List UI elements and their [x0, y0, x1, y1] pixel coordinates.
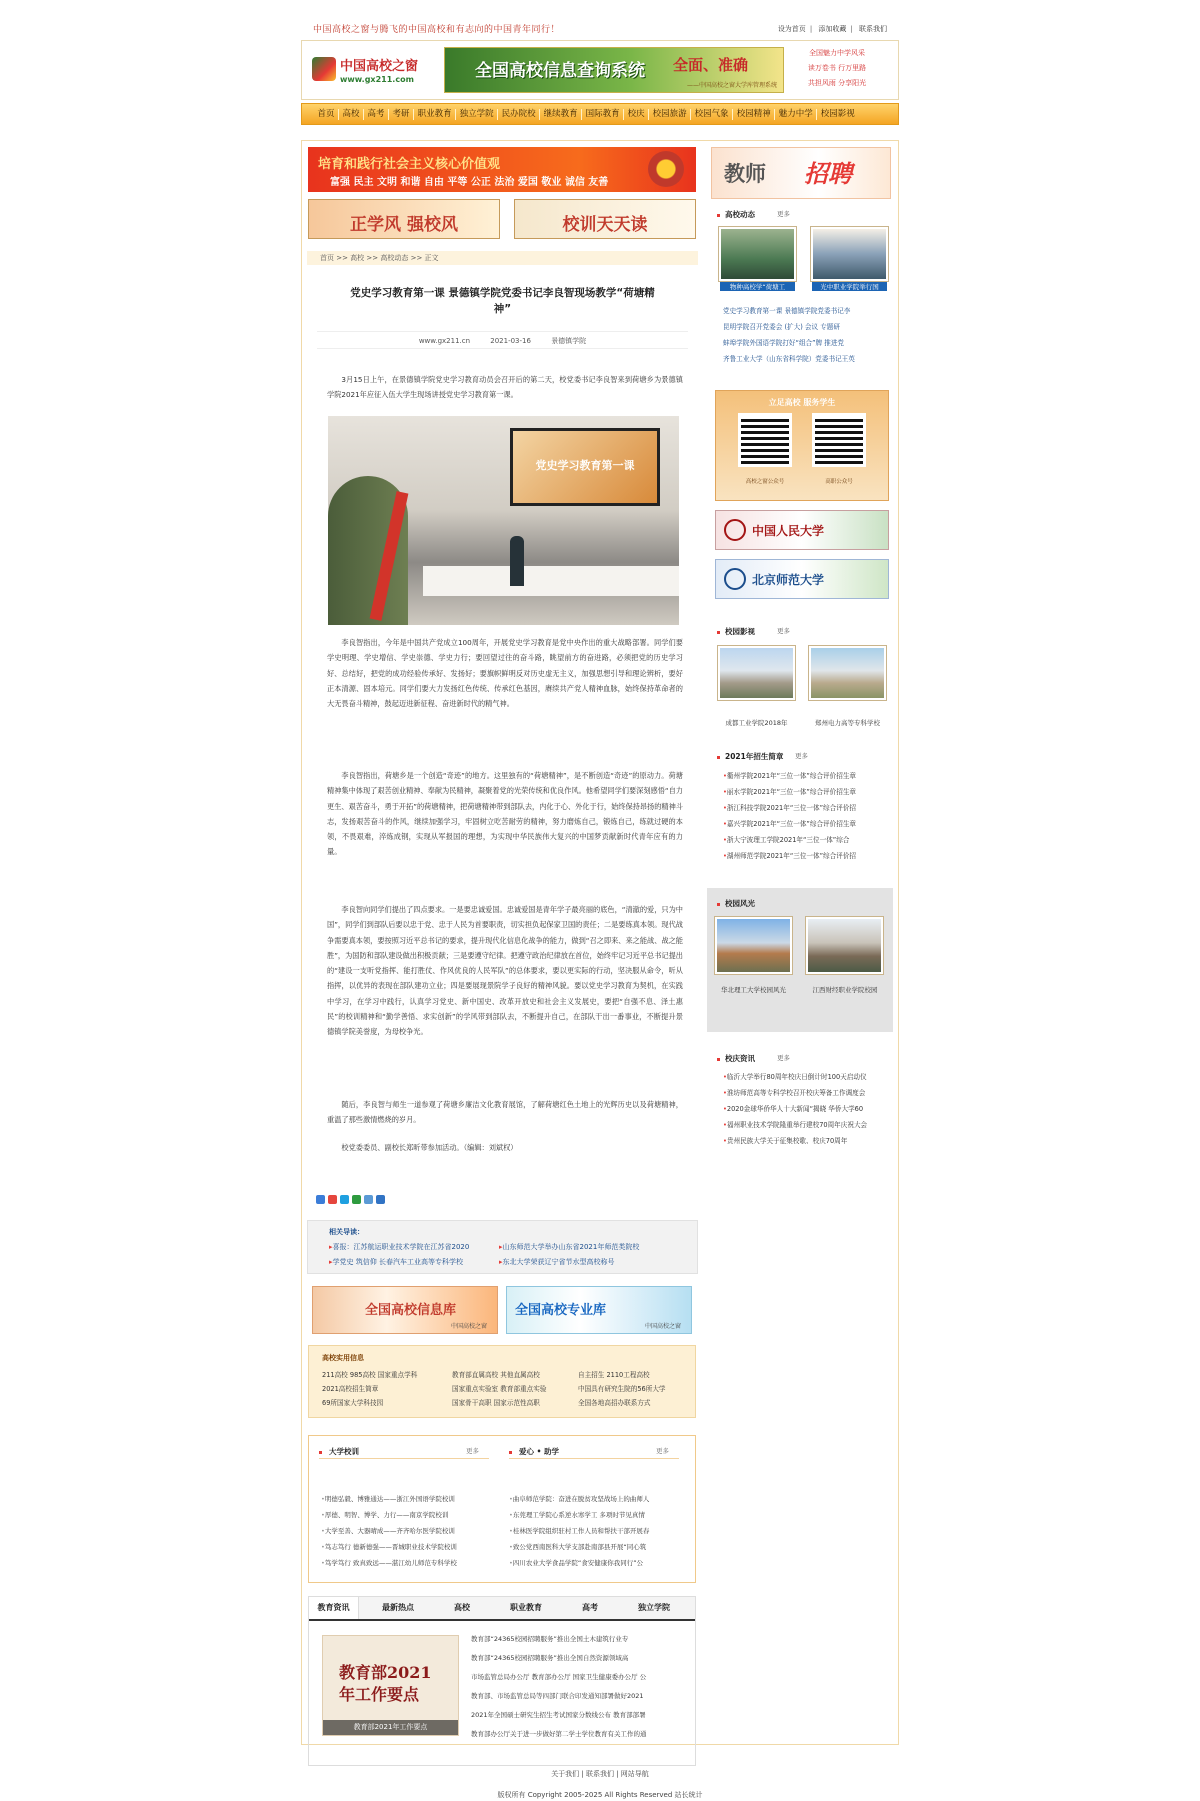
nav-item-video[interactable]: 校园影视 [820, 108, 855, 119]
share-wechat-icon[interactable] [364, 1195, 373, 1204]
nav-item-gaokao[interactable]: 高考 [364, 109, 389, 120]
brochure-link[interactable]: • 丽水学院2021年“三位一体”综合评价招生章 [723, 785, 883, 801]
campus-video-caption[interactable]: 郑州电力高等专科学校 [815, 719, 880, 727]
share-more-icon[interactable] [376, 1195, 385, 1204]
set-homepage-link[interactable]: 设为首页 [777, 25, 806, 33]
nav-item-continuing[interactable]: 继续教育 [540, 109, 582, 120]
college-news-more-link[interactable]: 更多 [777, 210, 790, 218]
site-logo[interactable] [312, 53, 430, 89]
core-values-sub: 富强 民主 文明 和谐 自由 平等 公正 法治 爱国 敬业 诚信 友善 [330, 177, 609, 188]
tab-education-news[interactable]: 教育资讯 [309, 1597, 359, 1619]
projection-screen [510, 428, 660, 506]
article-date: 2021-03-16 [490, 337, 531, 345]
qr-code-icon[interactable] [738, 413, 792, 467]
share-buttons [316, 1195, 385, 1204]
campus-video-thumb[interactable] [808, 645, 887, 701]
related-link[interactable]: ▸ 山东师范大学举办山东省2021年师范类院校 [499, 1241, 639, 1253]
charity-more-link[interactable]: 更多 [656, 1447, 669, 1455]
college-news-link[interactable]: 党史学习教育第一课 景德镇学院党委书记李 [723, 307, 851, 315]
contact-us-link[interactable]: 联系我们 [859, 25, 887, 33]
college-news-link[interactable]: 昆明学院召开党委会 (扩大) 会议 专题研 [723, 323, 840, 331]
nav-item-international[interactable]: 国际教育 [582, 109, 624, 120]
related-link[interactable]: ▸ 喜报：江苏航运职业技术学院在江苏省2020 [329, 1241, 469, 1253]
teacher-recruitment-ad[interactable] [711, 147, 891, 199]
thumb-image [720, 648, 793, 698]
nav-item-colleges[interactable]: 高校 [339, 109, 364, 120]
tab-independent[interactable]: 独立学院 [638, 1603, 670, 1612]
query-system-banner[interactable] [444, 47, 784, 93]
core-values-banner[interactable] [308, 147, 696, 192]
nav-item-weather[interactable]: 校园气象 [691, 109, 733, 120]
anniversary-link[interactable]: • 福州职业技术学院隆重举行建校70周年庆祝大会 [723, 1118, 883, 1134]
brochure-title: 2021年招生简章 [717, 751, 783, 762]
nav-item-anniversary[interactable]: 校庆 [624, 109, 649, 120]
renmin-university-ad[interactable] [715, 510, 889, 550]
motto-link[interactable]: • 明德弘毅、博雅通达——浙江外国语学院校训 [321, 1492, 499, 1508]
anniversary-link[interactable]: • 临沂大学举行80周年校庆日倒计时100天启动仪 [723, 1070, 883, 1086]
article-photo [328, 416, 679, 625]
motto-link[interactable]: • 笃志笃行 德新德强——晋城职业技术学院校训 [321, 1540, 499, 1556]
breadcrumb[interactable]: 首页 >> 高校 >> 高校动态 >> 正文 [307, 251, 698, 265]
motto-more-link[interactable]: 更多 [466, 1447, 479, 1455]
add-favorite-link[interactable]: 添加收藏 [818, 25, 847, 33]
qr-code-box [715, 390, 889, 501]
motto-and-charity-box [308, 1435, 696, 1583]
practical-link[interactable]: 教育部直属高校 其他直属高校 [452, 1371, 540, 1379]
header-links [802, 46, 872, 91]
projection-screen-text: 党史学习教育第一课 [535, 459, 635, 472]
college-news-thumb-caption[interactable]: 物种高校学“荷塘工 [720, 282, 795, 291]
college-database-title: 全国高校信息库 [365, 1303, 457, 1318]
thumb-image [813, 229, 886, 279]
tab-hot[interactable]: 最新热点 [382, 1603, 414, 1612]
nav-item-postgrad[interactable]: 考研 [389, 109, 414, 120]
logo-title: 中国高校之窗 [340, 59, 419, 74]
article-title: 党史学习教育第一课 景德镇学院党委书记李良智现场教学“荷塘精神” [350, 287, 655, 315]
brochure-more-link[interactable]: 更多 [795, 752, 808, 760]
brochure-link[interactable]: • 衢州学院2021年“三位一体”综合评价招生章 [723, 769, 883, 785]
core-values-title: 培育和践行社会主义核心价值观 [318, 157, 501, 172]
motto-text: 校训天天读 [562, 215, 648, 235]
qr-box-title: 立足高校 服务学生 [768, 398, 836, 407]
banner-slogan: 全面、准确 [673, 56, 749, 74]
article-paragraph: 李良智向同学们提出了四点要求。一是要忠诚爱国。忠诚爱国是青年学子最亮丽的底色，“清澈的爱，只为中国”，同学们到部队后要以忠于党、忠于人民为首要职责，切实担负起保家卫国的责任；二是要练真本领。现代战争需要真本领，要按照习近平总书记的要求，提升现代化信息化战争的能力，做到“召之即来、来之能战、战之能胜”，为国防和部队建设做出积极贡献；三是要遵守纪律。把遵守政治纪律放在首位，始终牢记习近平总书记提出的“建设一支听党指挥、能打胜仗、作风优良的人民军队”的总体要求，要以更实际的行动，坚决服从命令，听从指挥，以优异的表现在部队建功立业；四是要展现景院学子良好的精神风貌。要以党史学习教育为契机，在实践中学习，在学习中践行，认真学习党史、新中国史、改革开放史和社会主义发展史，要把“自强不息、泽土惠民”的校训精神和“勤学善悟、求实创新”的学风带到部队去，不断提升自己，在部队干出一番事业，不断提升景德镇学院美誉度，为母校争光。 [327, 905, 683, 1037]
qr-caption: 高职公众号 [825, 479, 853, 485]
study-style-text: 正学风 强校风 [350, 215, 458, 235]
charity-link[interactable]: • 桂林医学院组织驻村工作人员和帮扶干部开展春 [509, 1524, 687, 1540]
photo-tables [423, 566, 679, 596]
campus-scenery-caption[interactable]: 华北理工大学校园风光 [721, 986, 786, 994]
anniversary-more-link[interactable]: 更多 [777, 1054, 790, 1062]
charity-link[interactable]: • 东莞理工学院心系逆水寒学工 多项时节见真情 [509, 1508, 687, 1524]
practical-link[interactable]: 69所国家大学科技园 [322, 1399, 384, 1407]
practical-link[interactable]: 中国具有研究生院的56所大学 [578, 1385, 666, 1393]
nav-item-vocational[interactable]: 职业教育 [414, 109, 456, 120]
banner-sub: ——中国高校之窗大学库管理系统 [686, 82, 777, 89]
anniversary-link[interactable]: • 淮坊师范高等专科学校召开校庆筹备工作调度会 [723, 1086, 883, 1102]
charity-divider [509, 1458, 679, 1459]
brochure-link[interactable]: • 浙江科技学院2021年“三位一体”综合评价招 [723, 801, 883, 817]
article-meta [317, 331, 688, 349]
campus-scenery-caption[interactable]: 江西财经职业学院校园 [812, 986, 878, 994]
tab-vocational[interactable]: 职业教育 [510, 1603, 542, 1612]
major-database-sub: 中国高校之窗 [644, 1323, 681, 1330]
nav-item-middle-school[interactable]: 魅力中学 [775, 109, 817, 120]
tab-feature-title: 教育部2021年工作要点 [339, 1663, 432, 1704]
article-site: www.gx211.cn [418, 337, 471, 345]
college-database-sub: 中国高校之窗 [450, 1323, 487, 1330]
share-weibo-icon[interactable] [328, 1195, 337, 1204]
college-news-link[interactable]: 蚌埠学院外国语学院打好“组合”牌 推进党 [723, 339, 845, 347]
share-qzone-icon[interactable] [316, 1195, 325, 1204]
tab-news-link[interactable]: 教育部、市场监管总局等四部门联合印发通知部署做好2021 [471, 1692, 644, 1700]
nav-item-independent[interactable]: 独立学院 [456, 109, 498, 120]
practical-link[interactable]: 2021高校招生简章 [322, 1385, 379, 1393]
qr-code-icon[interactable] [812, 413, 866, 467]
major-database-ad[interactable] [506, 1286, 692, 1334]
campus-video-thumb[interactable] [717, 645, 796, 701]
practical-link[interactable]: 211高校 985高校 国家重点学科 [322, 1371, 418, 1379]
college-news-link[interactable]: 齐鲁工业大学（山东省科学院）党委书记王英 [723, 355, 855, 363]
news-tabs [309, 1597, 695, 1621]
tab-gaokao[interactable]: 高考 [582, 1603, 598, 1612]
bnu-ad[interactable] [715, 559, 889, 599]
college-news-title: 高校动态 [717, 209, 755, 220]
header-link-share[interactable]: 共担风雨 分享阳光 [807, 79, 867, 87]
thumb-image [717, 919, 790, 972]
anniversary-link[interactable]: • 贵州民族大学关于征集校歌、校庆70周年 [723, 1134, 883, 1150]
campus-scenery-section [707, 888, 893, 1032]
motto-divider [319, 1458, 489, 1459]
main-nav [301, 103, 899, 125]
motto-banner[interactable] [514, 199, 696, 239]
logo-url: www.gx211.com [340, 75, 414, 84]
related-link[interactable]: ▸ 学党史 筑信仰 长春汽车工业高等专科学校 [329, 1256, 463, 1268]
tab-news-link[interactable]: 教育部“24365校园招聘服务”推出全国自然资源领域高 [471, 1654, 629, 1662]
charity-link[interactable]: • 致公党西南医科大学支部赴南部县开展“同心筑 [509, 1540, 687, 1556]
brochure-link[interactable]: • 浙大宁波理工学院2021年“三位一体”综合 [723, 833, 883, 849]
article-paragraph: 李良智指出，荷塘乡是一个创造“奇迹”的地方。这里独有的“荷塘精神”，是不断创造“奇迹”的原动力。荷塘精神集中体现了艰苦创业精神、奉献为民精神，凝聚着党的光荣传统和优良作风。他希望同学们要深刻感悟“自力更生、艰苦奋斗，勇于开拓”的荷塘精神，把荷塘精神带到部队去，内化于心、外化于行，始终保持昂扬的精神斗志，发扬艰苦奋斗的作风，继续加强学习，牢固树立吃苦耐劳的精神，努力磨炼自己，锻炼自己，练就过硬的本领，不畏艰难，淬炼成钢，实现从军报国的理想，为实现中华民族伟大复兴的中国梦贡献新时代青年应有的力量。 [327, 771, 683, 857]
header-link-middle-school[interactable]: 全国魅力中学风采 [809, 49, 865, 57]
thumb-image [808, 919, 881, 972]
tab-news-link[interactable]: 教育部办公厅关于进一步做好第二学士学位教育有关工作的通 [471, 1730, 647, 1738]
site-slogan: 中国高校之窗与腾飞的中国高校和有志向的中国青年同行！ [313, 25, 561, 35]
major-database-title: 全国高校专业库 [515, 1303, 607, 1318]
article-paragraph: 3月15日上午，在景德镇学院党史学习教育动员会召开后的第二天，校党委书记李良智来到荷塘乡为景德镇学院2021年应征入伍大学生现场讲授党史学习教育第一课。 [327, 375, 683, 400]
campus-scenery-thumb[interactable] [714, 916, 793, 975]
article-paragraph: 随后，李良智与师生一道参观了荷塘乡廉洁文化教育展馆，了解荷塘红色土地上的光辉历史以及荷塘精神，重温了那些激情燃烧的岁月。 [327, 1100, 683, 1125]
logo-icon [312, 57, 336, 81]
college-database-ad[interactable] [312, 1286, 498, 1334]
photo-speaker [510, 536, 524, 586]
practical-info-title: 高校实用信息 [322, 1354, 364, 1362]
charity-section-title: 爱心 • 助学 [509, 1446, 559, 1457]
article-paragraph: 李良智指出，今年是中国共产党成立100周年，开展党史学习教育是党中央作出的重大战略部署。同学们要学史明理、学史增信、学史崇德、学史力行；要回望过往的奋斗路，眺望前方的奋进路，必须把党的历史学习好、总结好，把党的成功经验传承好、发扬好；要旗帜鲜明反对历史虚无主义，加强思想引导和理论辨析，要好正本清源、固本培元。同学们要大力发扬红色传统、传承红色基因，赓续共产党人精神血脉，始终保持革命者的大无畏奋斗精神，鼓起迈进新征程、奋进新时代的精气神。 [327, 638, 683, 709]
tab-news-link[interactable]: 2021年全国硕士研究生招生考试国家分数线公布 教育部部署 [471, 1711, 646, 1719]
news-tabs-box [308, 1596, 696, 1766]
site-header [301, 40, 899, 100]
charity-link[interactable]: • 曲阜师范学院：奋进在脱贫攻坚战场上的曲师人 [509, 1492, 687, 1508]
motto-link[interactable]: • 大学至善、大器晴成——齐齐哈尔医学院校训 [321, 1524, 499, 1540]
practical-link[interactable]: 国家重点实验室 教育部重点实验 [452, 1385, 547, 1393]
study-style-banner[interactable] [308, 199, 500, 239]
campus-video-title: 校园影视 [717, 626, 755, 637]
banner-title: 全国高校信息查询系统 [475, 61, 645, 81]
thumb-image [721, 229, 794, 279]
article-paragraph: 校党委委员、副校长郑昕带参加活动。（编辑：刘斌权） [341, 1143, 518, 1152]
tab-news-link[interactable]: 教育部“24365校园招聘服务”推出全国土木建筑行业专 [471, 1635, 629, 1643]
nav-item-spirit[interactable]: 校园精神 [733, 109, 775, 120]
practical-link[interactable]: 全国各地高招办联系方式 [578, 1399, 651, 1407]
top-links: 设为首页 | 添加收藏 | 联系我们 [777, 25, 887, 33]
motto-link[interactable]: • 厚德、明智、博学、力行——南京学院校训 [321, 1508, 499, 1524]
bnu-name: 北京师范大学 [752, 573, 825, 587]
related-reading [307, 1220, 698, 1274]
college-news-thumb-caption[interactable]: 光中职业学院举行国 [812, 282, 887, 291]
college-news-thumb[interactable] [810, 226, 889, 282]
tab-colleges[interactable]: 高校 [454, 1603, 470, 1612]
anniversary-news-title: 校庆资讯 [717, 1053, 755, 1064]
footer-links[interactable]: 关于我们 | 联系我们 | 网站导航 [551, 1770, 649, 1778]
brochure-link[interactable]: • 湖州师范学院2021年“三位一体”综合评价招 [723, 849, 883, 865]
related-link[interactable]: ▸ 东北大学荣获辽宁省节水型高校称号 [499, 1256, 615, 1268]
motto-link[interactable]: • 笃学笃行 致真致远——湛江幼儿师范专科学校 [321, 1556, 499, 1572]
teacher-ad-text: 教师 [724, 161, 766, 186]
article-source: 景德镇学院 [551, 337, 587, 345]
tab-feature-image[interactable] [322, 1635, 459, 1736]
site-footer [301, 1768, 899, 1801]
tab-news-link[interactable]: 市场监管总局办公厅 教育部办公厅 国家卫生健康委办公厅 公 [471, 1673, 647, 1681]
anniversary-link[interactable]: • 2020金球华侨华人十大新闻“揭晓 华侨大学60 [723, 1102, 883, 1118]
nav-item-private[interactable]: 民办院校 [498, 109, 540, 120]
renmin-university-name: 中国人民大学 [752, 524, 825, 538]
campus-video-caption[interactable]: 成都工业学院2018年 [725, 719, 788, 727]
campus-scenery-title: 校园风光 [717, 898, 755, 909]
college-news-thumb[interactable] [718, 226, 797, 282]
related-title: 相关导读： [329, 1228, 364, 1236]
qr-caption: 高校之窗公众号 [745, 479, 785, 485]
practical-link[interactable]: 自主招生 2110工程高校 [578, 1371, 650, 1379]
nav-item-travel[interactable]: 校园旅游 [649, 109, 691, 120]
tab-feature-caption: 教育部2021年工作要点 [323, 1720, 458, 1735]
share-renren-icon[interactable] [352, 1195, 361, 1204]
recruitment-ad-text: 招聘 [804, 159, 852, 188]
motto-section-title: 大学校训 [319, 1446, 359, 1457]
practical-info-box [308, 1345, 696, 1418]
university-seal-icon [724, 519, 746, 541]
brochure-link[interactable]: • 嘉兴学院2021年“三位一体”综合评价招生章 [723, 817, 883, 833]
top-bar [301, 20, 899, 38]
thumb-image [811, 648, 884, 698]
campus-scenery-thumb[interactable] [805, 916, 884, 975]
share-tencent-icon[interactable] [340, 1195, 349, 1204]
nav-item-home[interactable]: 首页 [314, 109, 339, 120]
university-seal-icon [724, 568, 746, 590]
practical-link[interactable]: 国家骨干高职 国家示范性高职 [452, 1399, 540, 1407]
charity-link[interactable]: • 四川农业大学食品学院“食安健康你我同行”公 [509, 1556, 687, 1572]
header-link-travel[interactable]: 读万卷书 行万里路 [807, 64, 867, 72]
party-emblem-icon [648, 151, 684, 187]
campus-video-more-link[interactable]: 更多 [777, 627, 790, 635]
footer-copyright: 版权所有 Copyright 2005-2025 All Rights Reserved 站长统计 [497, 1791, 703, 1799]
